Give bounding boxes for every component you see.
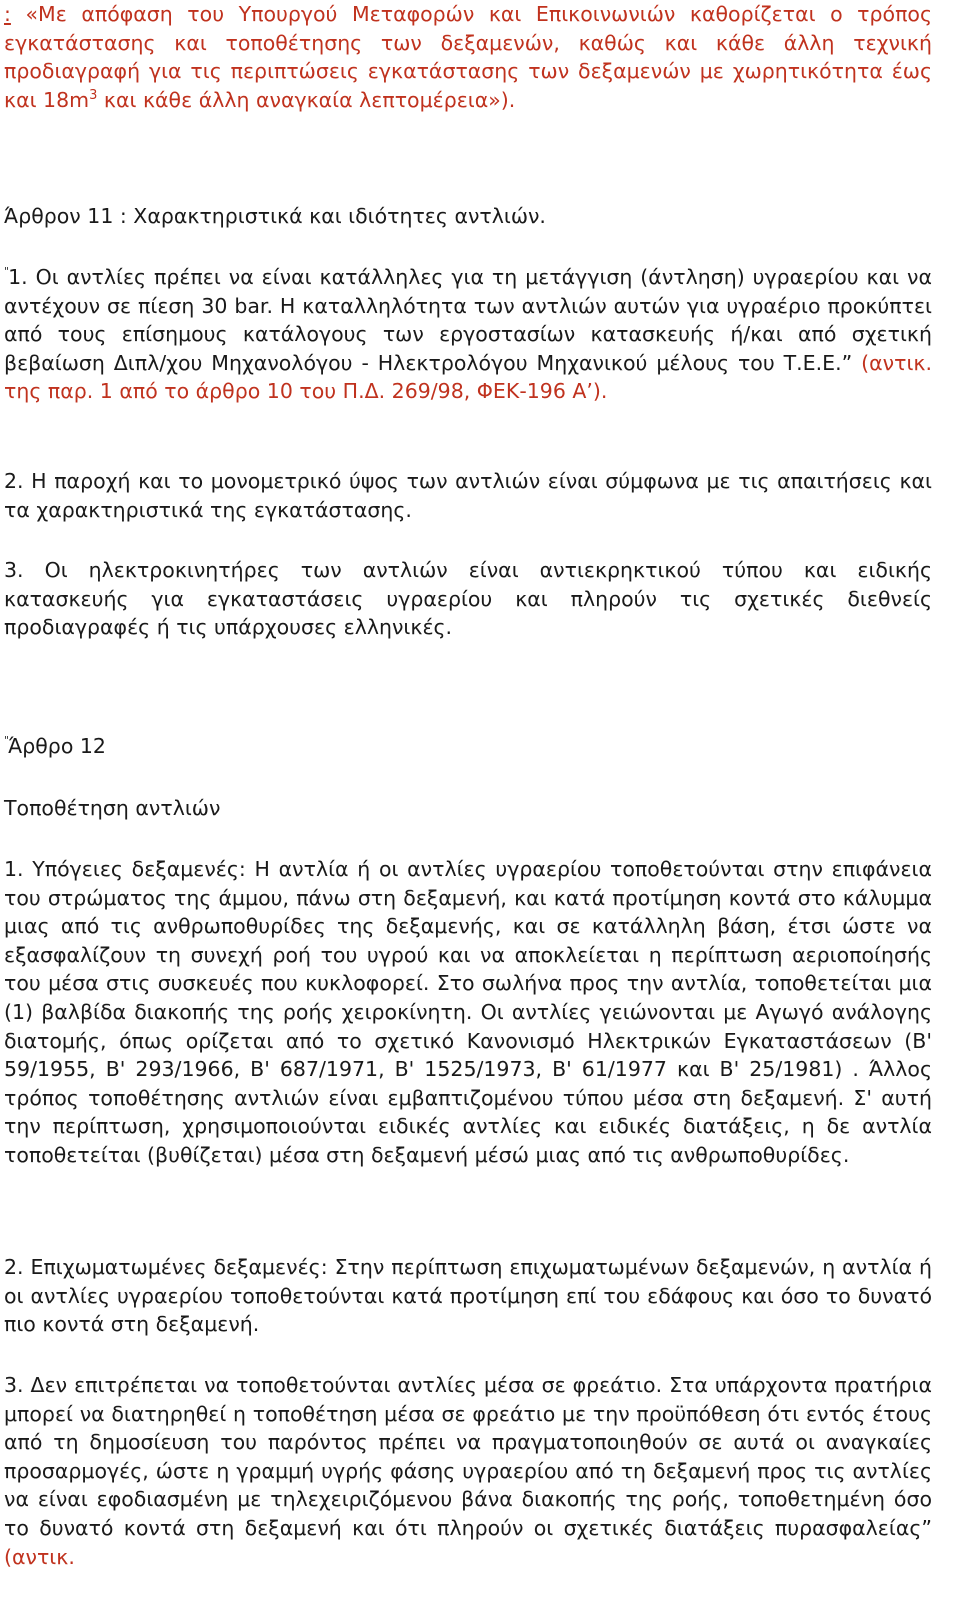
article-12-item-3-text: 3. Δεν επιτρέπεται να τοποθετούνται αντλίες μέσα σε φρεάτιο. Στα υπάρχοντα πρατήρια μπορεί να διατηρηθεί η τοποθέτηση μέσα σε φρεάτιο με την προϋπόθεση ότι εντός έτους από τη δημοσίευση του παρόντος πρέπει να πραγματοποιηθούν σε αυτά οι αναγκαίες προσαρμογές, ώστε η γραμμή υγρής φάσης υγραερίου από τη δεξαμενή προς τις αντλίες να είναι εφοδιασμένη με τηλεχειριζόμενου βάνα διακοπής της ροής, τοποθετημένη όσο το δυνατό κοντά στη δεξαμενή και ότι πληρούν οι σχετικές διατάξεις πυρασφαλείας” bbox=[4, 1373, 932, 1540]
article-12-item-3-amendment: (αντικ. bbox=[4, 1544, 75, 1569]
amendment-text-a: «Με απόφαση του Υπουργού Μεταφορών και Επικοινωνιών καθορίζεται ο τρόπος εγκατάστασης και τοποθέτησης των δεξαμενών, καθώς και κάθε άλλη τεχνική προδιαγραφή για τις περιπτώσεις εγκατάστασης των δεξαμενών με χωρητικότητα έως και 18m bbox=[4, 2, 932, 112]
superscript-exponent: 3 bbox=[89, 87, 98, 103]
article-12-item-1: 1. Υπόγειες δεξαμενές: Η αντλία ή οι αντλίες υγραερίου τοποθετούνται στην επιφάνεια του στρώματος της άμμου, πάνω στη δεξαμενή, και κατά προτίμηση κοντά στο κάλυμμα μιας από τις ανθρωποθυρίδες της δεξαμενής, και σε κατάλληλη βάση, έτσι ώστε να εξασφαλίζουν τη συνεχή ροή του υγρού και να αποκλείεται η περίπτωση αεριοποίησής του μέσα στις συσκευές που κυκλοφορεί. Στο σωλήνα προς την αντλία, τοποθετείται μια (1) βαλβίδα διακοπής της ροής χειροκίνητη. Οι αντλίες γειώνονται με Αγωγό ανάλογης διατομής, όπως ορίζεται από το σχετικό Κανονισμό Ηλεκτρικών Εγκαταστάσεων (Β' 59/1955, Β' 293/1966, Β' 687/1971, Β' 1525/1973, Β' 61/1977 και Β' 25/1981) . Άλλος τρόπος τοποθέτησης αντλιών είναι εμβαπτιζομένου τύπου μέσα στη δεξαμενή. Σ' αυτή την περίπτωση, χρησιμοποιούνται ειδικές αντλίες και ειδικές διατάξεις, η δε αντλία τοποθετείται (βυθίζεται) μέσα στη δεξαμενή μέσώ μιας από τις ανθρωποθυρίδες. bbox=[4, 857, 932, 1167]
article-12-item-3 bbox=[4, 1371, 932, 1571]
article-11-item-1 bbox=[4, 263, 932, 406]
quote-mark: " bbox=[4, 734, 9, 747]
amendment-text-b: και κάθε άλλη αναγκαία λεπτομέρεια»). bbox=[97, 87, 516, 112]
article-12-heading bbox=[4, 732, 932, 761]
article-12-item-2: 2. Επιχωματωμένες δεξαμενές: Στην περίπτωση επιχωματωμένων δεξαμενών, η αντλία ή οι αντλίες υγραερίου τοποθετούνται κατά προτίμηση επί του εδάφους και όσο το δυνατό πιο κοντά στη δεξαμενή. bbox=[4, 1255, 932, 1337]
article-11-heading: Άρθρον 11 : Χαρακτηριστικά και ιδιότητες αντλιών. bbox=[4, 204, 546, 228]
article-11-item-3: 3. Οι ηλεκτροκινητήρες των αντλιών είναι αντιεκρηκτικού τύπου και ειδικής κατασκευής για εγκαταστάσεις υγραερίου και πληρούν τις σχετικές διεθνείς προδιαγραφές ή τις υπάρχουσες ελληνικές. bbox=[4, 558, 932, 640]
article-12-subheading: Τοποθέτηση αντλιών bbox=[4, 796, 221, 820]
article-11-item-2: 2. Η παροχή και το μονομετρικό ύψος των αντλιών είναι σύμφωνα με τις απαιτήσεις και τα χαρακτηριστικά της εγκατάστασης. bbox=[4, 469, 932, 522]
quote-mark: " bbox=[4, 265, 9, 278]
article-11-item-1-amendment: (αντικ. της παρ. 1 από το άρθρο 10 του Π.Δ. 269/98, ΦΕΚ-196 Α’). bbox=[4, 350, 932, 404]
amendment-paragraph bbox=[4, 0, 932, 114]
lead-symbol: : bbox=[4, 2, 11, 26]
article-12-heading-text: Άρθρο 12 bbox=[8, 734, 106, 758]
article-11-item-1-text: 1. Οι αντλίες πρέπει να είναι κατάλληλες για τη μετάγγιση (άντληση) υγραερίου και να αντέχουν σε πίεση 30 bar. Η καταλληλότητα των αντλιών αυτών για υγραέριο προκύπτει από τους επίσημους κατάλογους των εργοστασίων κατασκευής ή/και από σχετική βεβαίωση Διπλ/χου Μηχανολόγου - Ηλεκτρολόγου Μηχανικού μέλους του Τ.Ε.Ε.” bbox=[4, 265, 932, 375]
